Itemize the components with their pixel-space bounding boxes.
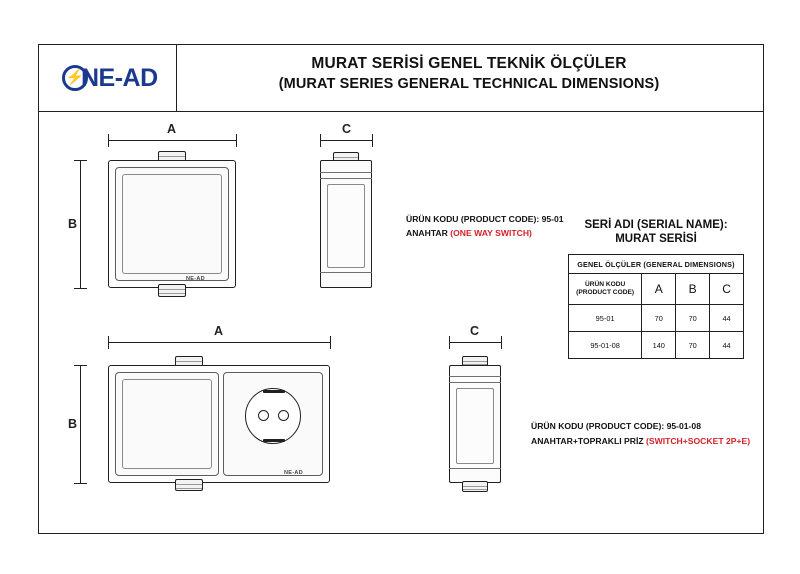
- dim-label-a-combo: A: [214, 324, 224, 338]
- combo-product-code: ÜRÜN KODU (PRODUCT CODE): 95-01-08: [531, 421, 701, 431]
- serial-name-label: SERİ ADI (SERIAL NAME):: [584, 219, 728, 231]
- row2-b: 70: [676, 332, 710, 359]
- switch-product-code: ÜRÜN KODU (PRODUCT CODE): 95-01: [406, 214, 564, 224]
- dim-a-tick-right: [236, 134, 237, 147]
- table-row: [569, 332, 744, 359]
- code-header-line2: (PRODUCT CODE): [576, 289, 635, 296]
- dim-a-tick-left: [108, 134, 109, 147]
- header-divider: [38, 111, 764, 112]
- logo-divider: [176, 44, 177, 111]
- serial-name-value: MURAT SERİSİ: [615, 233, 697, 245]
- combo-brand-mark: NE-AD: [284, 470, 303, 476]
- dim-c-line-switch: [320, 140, 372, 141]
- combo-name-en: (SWITCH+SOCKET 2P+E): [645, 436, 751, 446]
- table-title: GENEL ÖLÇÜLER (GENERAL DIMENSIONS): [569, 255, 744, 274]
- dim-c-combo-tick-right: [501, 336, 502, 349]
- dim-b-tick-top: [74, 160, 87, 161]
- earth-clip-bottom: [263, 439, 285, 442]
- side-detail-line-3: [320, 272, 372, 273]
- dim-label-c-switch: C: [342, 122, 352, 136]
- row1-c: 44: [710, 305, 744, 332]
- combo-side-line-3: [449, 468, 501, 469]
- table-header-row: [569, 274, 744, 305]
- switch-rocker: [122, 174, 222, 274]
- switch-name-en: (ONE WAY SWITCH): [450, 228, 532, 238]
- combo-name-tr: ANAHTAR+TOPRAKLI PRİZ: [531, 436, 646, 446]
- serial-name-block: [568, 219, 744, 245]
- dim-a-line-combo: [108, 342, 330, 343]
- side-detail-line-2: [320, 178, 372, 179]
- combo-side-inner: [456, 388, 494, 464]
- dim-label-c-combo: C: [470, 324, 480, 338]
- dim-a-line-switch: [108, 140, 236, 141]
- socket-ring: [245, 388, 301, 444]
- dim-b-line-combo: [80, 365, 81, 483]
- mounting-lug-bottom: [158, 284, 186, 297]
- dim-a-combo-tick-left: [108, 336, 109, 349]
- bolt-icon: ⚡: [62, 65, 88, 91]
- dim-c-tick-left: [320, 134, 321, 147]
- switch-brand-mark: NE-AD: [186, 276, 205, 282]
- table-code-header: [569, 274, 642, 305]
- code-header-line1: ÜRÜN KODU: [584, 280, 626, 288]
- switch-product-name: [406, 228, 532, 238]
- dim-label-b-switch: B: [68, 217, 78, 231]
- dim-c-line-combo: [449, 342, 501, 343]
- row1-a: 70: [642, 305, 676, 332]
- earth-clip-top: [263, 390, 285, 393]
- row2-code: 95-01-08: [569, 332, 642, 359]
- table-row: [569, 305, 744, 332]
- combo-lug-bottom: [175, 479, 203, 491]
- combo-side-line-1: [449, 376, 501, 377]
- row2-a: 140: [642, 332, 676, 359]
- row2-c: 44: [710, 332, 744, 359]
- side-detail-line-1: [320, 172, 372, 173]
- dim-a-combo-tick-right: [330, 336, 331, 349]
- logo-text: NE-AD: [81, 63, 158, 92]
- combo-switch-rocker: [122, 379, 212, 469]
- table-title-row: [569, 255, 744, 274]
- dim-b-combo-tick-top: [74, 365, 87, 366]
- dim-c-combo-tick-left: [449, 336, 450, 349]
- dimensions-table: [568, 254, 744, 359]
- row1-b: 70: [676, 305, 710, 332]
- combo-side-line-2: [449, 382, 501, 383]
- socket-hole-right: [278, 410, 289, 421]
- title-turkish: MURAT SERİSİ GENEL TEKNİK ÖLÇÜLER: [311, 55, 627, 72]
- title-english: (MURAT SERIES GENERAL TECHNICAL DIMENSIONS): [278, 75, 660, 92]
- dim-b-tick-bottom: [74, 288, 87, 289]
- side-body-inner: [327, 184, 365, 268]
- dim-label-b-combo: B: [68, 417, 78, 431]
- dim-label-a-switch: A: [167, 122, 177, 136]
- table-col-c: C: [710, 274, 744, 305]
- switch-name-tr: ANAHTAR: [406, 228, 451, 238]
- dim-b-combo-tick-bottom: [74, 483, 87, 484]
- combo-side-lug-bottom: [462, 481, 488, 492]
- row1-code: 95-01: [569, 305, 642, 332]
- combo-product-name: [531, 436, 750, 446]
- socket-hole-left: [258, 410, 269, 421]
- dim-b-line-switch: [80, 160, 81, 288]
- brand-logo: [62, 63, 166, 93]
- page-title: [186, 54, 752, 94]
- table-col-b: B: [676, 274, 710, 305]
- dim-c-tick-right: [372, 134, 373, 147]
- table-col-a: A: [642, 274, 676, 305]
